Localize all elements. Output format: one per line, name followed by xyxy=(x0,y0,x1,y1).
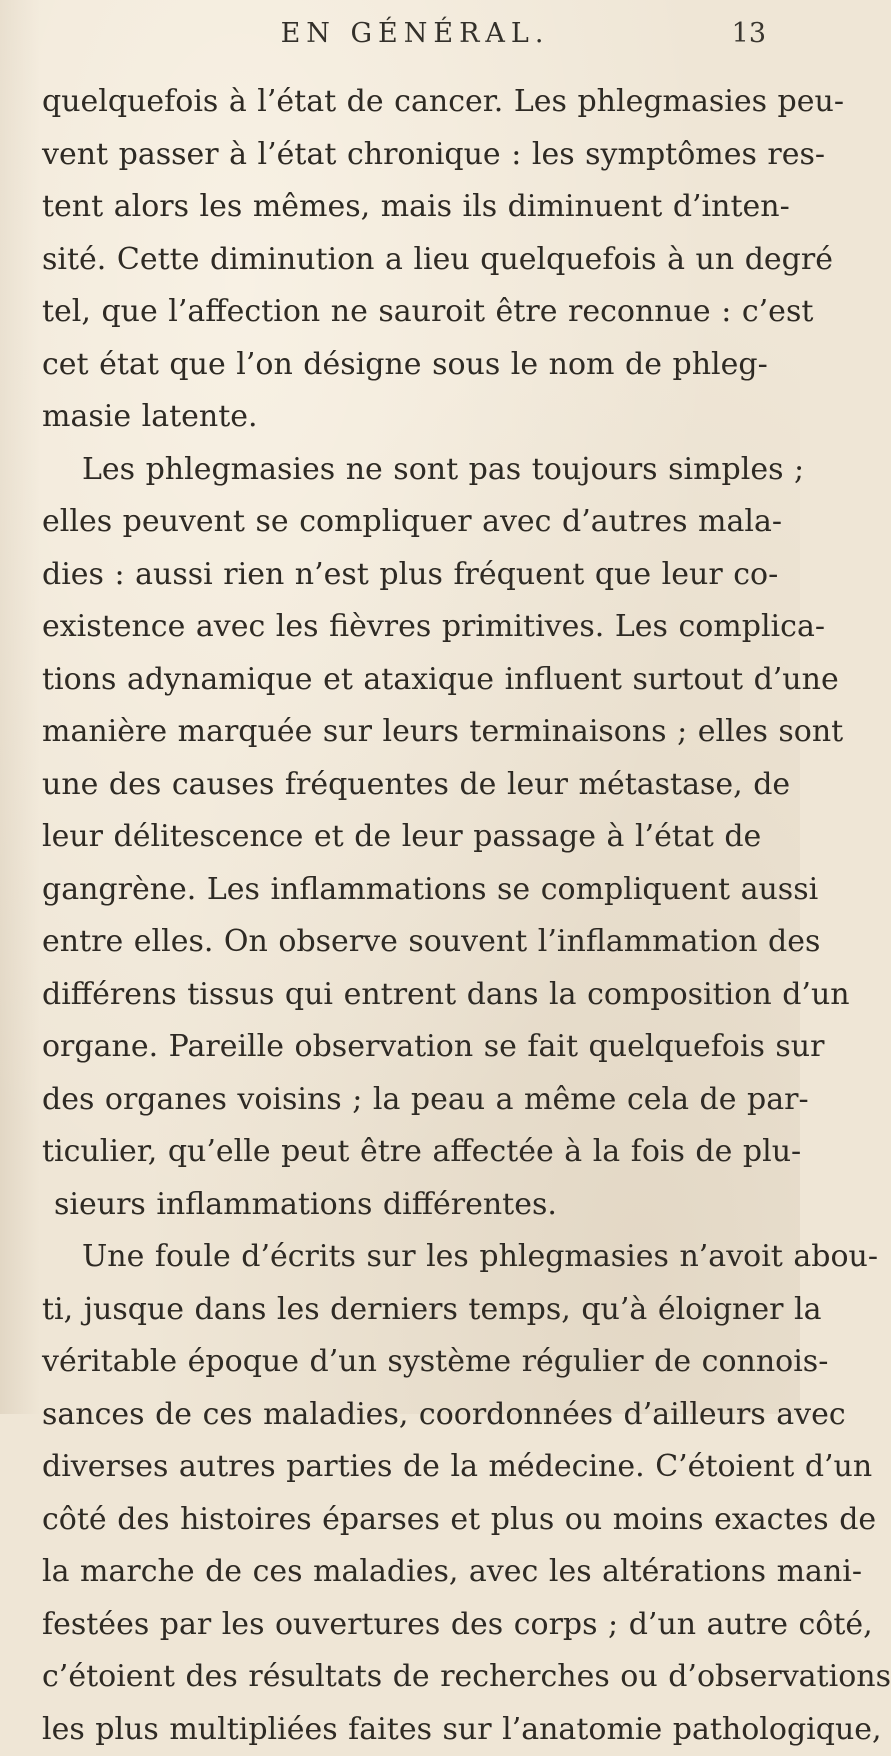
text-line: dies : aussi rien n’est plus fréquent que leur co- xyxy=(42,549,760,602)
text-line: vent passer à l’état chronique : les symptômes res- xyxy=(42,129,760,182)
text-line: elles peuvent se compliquer avec d’autres mala- xyxy=(42,496,760,549)
text-line: différens tissus qui entrent dans la composition d’un xyxy=(42,969,760,1022)
text-line: sances de ces maladies, coordonnées d’ailleurs avec xyxy=(42,1389,760,1442)
text-line: leur délitescence et de leur passage à l’état de xyxy=(42,811,760,864)
text-line: diverses autres parties de la médecine. C’étoient d’un xyxy=(42,1441,760,1494)
text-line: festées par les ouvertures des corps ; d’un autre côté, xyxy=(42,1599,760,1652)
text-line: existence avec les fièvres primitives. Les complica- xyxy=(42,601,760,654)
text-line: c’étoient des résultats de recherches ou d’observations xyxy=(42,1651,760,1704)
text-line: sieurs inflammations différentes. xyxy=(42,1179,760,1232)
text-line: ticulier, qu’elle peut être affectée à la fois de plu- xyxy=(42,1126,760,1179)
text-line: gangrène. Les inflammations se compliquent aussi xyxy=(42,864,760,917)
text-line: des organes voisins ; la peau a même cela de par- xyxy=(42,1074,760,1127)
text-line: tel, que l’affection ne sauroit être reconnue : c’est xyxy=(42,286,760,339)
running-head: EN GÉNÉRAL. xyxy=(60,18,770,49)
text-line: sité. Cette diminution a lieu quelquefois à un degré xyxy=(42,234,760,287)
text-line: tions adynamique et ataxique influent surtout d’une xyxy=(42,654,760,707)
text-line: organe. Pareille observation se fait quelquefois sur xyxy=(42,1021,760,1074)
body-text xyxy=(42,76,760,1756)
text-line: entre elles. On observe souvent l’inflammation des xyxy=(42,916,760,969)
text-line: masie latente. xyxy=(42,391,760,444)
text-line: véritable époque d’un système régulier de connois- xyxy=(42,1336,760,1389)
text-line: une des causes fréquentes de leur métastase, de xyxy=(42,759,760,812)
text-line: cet état que l’on désigne sous le nom de phleg- xyxy=(42,339,760,392)
page-number: 13 xyxy=(732,18,766,49)
paragraph-start-line: Une foule d’écrits sur les phlegmasies n’avoit abou- xyxy=(42,1231,760,1284)
text-line: côté des histoires éparses et plus ou moins exactes de xyxy=(42,1494,760,1547)
text-line: quelquefois à l’état de cancer. Les phlegmasies peu- xyxy=(42,76,760,129)
page-header xyxy=(60,12,770,62)
paragraph-start-line: Les phlegmasies ne sont pas toujours simples ; xyxy=(42,444,760,497)
text-line: tent alors les mêmes, mais ils diminuent d’inten- xyxy=(42,181,760,234)
text-line: manière marquée sur leurs terminaisons ; elles sont xyxy=(42,706,760,759)
text-line: la marche de ces maladies, avec les altérations mani- xyxy=(42,1546,760,1599)
text-line: les plus multipliées faites sur l’anatomie pathologique, xyxy=(42,1704,760,1756)
text-line: ti, jusque dans les derniers temps, qu’à éloigner la xyxy=(42,1284,760,1337)
